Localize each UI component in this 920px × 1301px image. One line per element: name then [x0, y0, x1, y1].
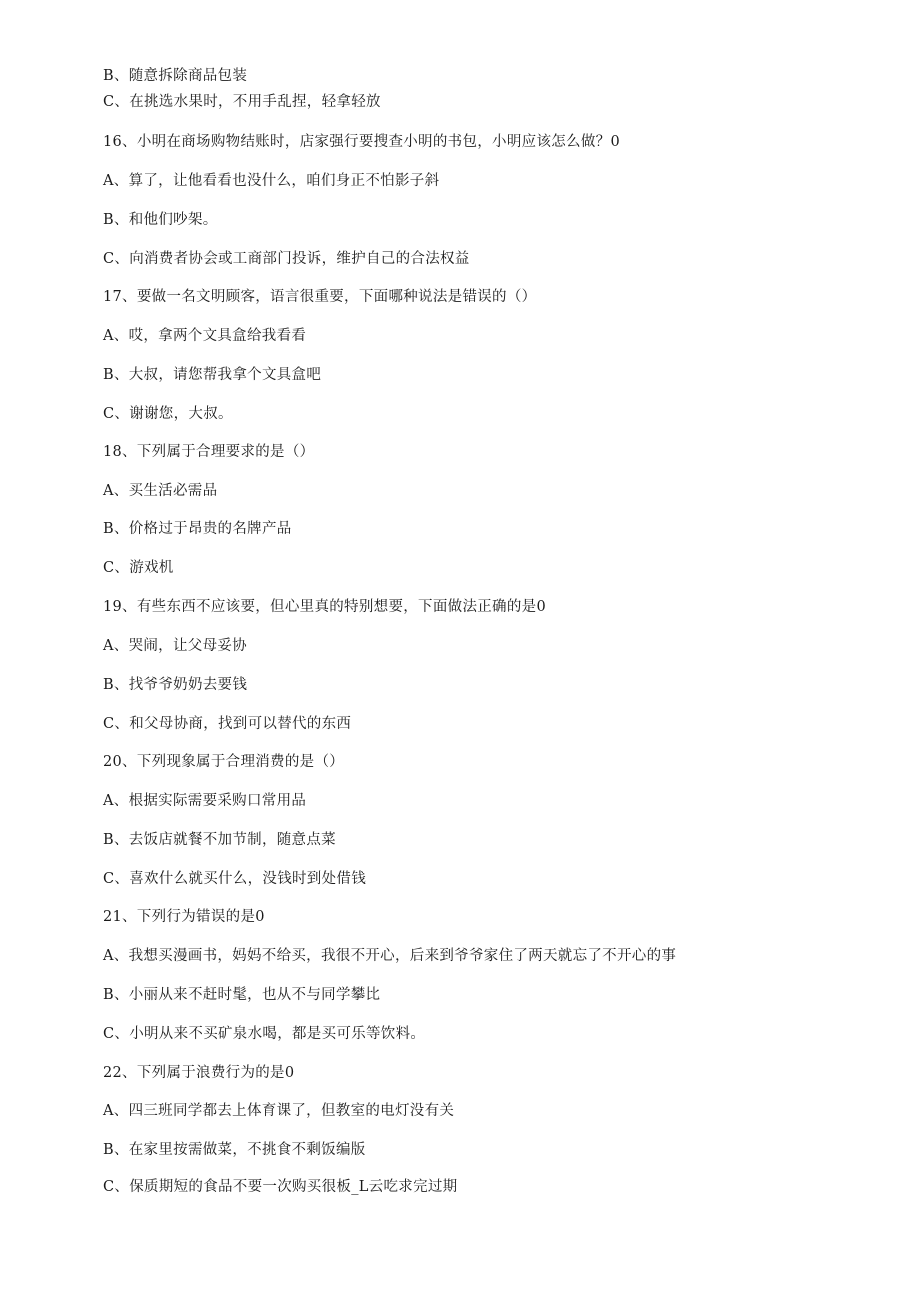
option-15-c: C、在挑选水果时，不用手乱捏，轻拿轻放 — [103, 94, 381, 110]
option-19-c: C、和父母协商，找到可以替代的东西 — [103, 716, 352, 732]
option-17-b: B、大叔，请您帮我拿个文具盒吧 — [103, 367, 322, 383]
option-17-a: A、哎，拿两个文具盒给我看看 — [103, 328, 307, 344]
option-20-b: B、去饭店就餐不加节制，随意点菜 — [103, 832, 336, 848]
question-16: 16、小明在商场购物结账时，店家强行要搜查小明的书包，小明应该怎么做？0 — [103, 134, 620, 150]
question-20: 20、下列现象属于合理消费的是（） — [103, 754, 345, 770]
option-15-b: B、随意拆除商品包装 — [103, 68, 248, 84]
option-19-a: A、哭闹，让父母妥协 — [103, 638, 247, 654]
option-16-b: B、和他们吵架。 — [103, 212, 218, 228]
question-19: 19、有些东西不应该要，但心里真的特别想要，下面做法正确的是0 — [103, 599, 546, 615]
option-21-b: B、小丽从来不赶时髦，也从不与同学攀比 — [103, 987, 381, 1003]
question-21: 21、下列行为错误的是0 — [103, 909, 265, 925]
option-20-c: C、喜欢什么就买什么，没钱时到处借钱 — [103, 871, 366, 887]
option-22-c: C、保质期短的食品不要一次购买很板_L云吃求完过期 — [103, 1179, 458, 1195]
option-19-b: B、找爷爷奶奶去要钱 — [103, 677, 248, 693]
option-18-a: A、买生活必需品 — [103, 483, 218, 499]
option-16-c: C、向消费者协会或工商部门投诉，维护自己的合法权益 — [103, 251, 470, 267]
option-16-a: A、算了，让他看看也没什么，咱们身正不怕影子斜 — [103, 173, 440, 189]
question-22: 22、下列属于浪费行为的是0 — [103, 1065, 295, 1081]
option-21-c: C、小明从来不买矿泉水喝，都是买可乐等饮料。 — [103, 1026, 426, 1042]
option-22-a: A、四三班同学都去上体育课了，但教室的电灯没有关 — [103, 1103, 455, 1119]
option-17-c: C、谢谢您，大叔。 — [103, 406, 233, 422]
option-18-b: B、价格过于昂贵的名牌产品 — [103, 521, 292, 537]
option-22-b: B、在家里按需做菜，不挑食不剩饭编版 — [103, 1142, 366, 1158]
question-17: 17、要做一名文明顾客，语言很重要，下面哪种说法是错误的（） — [103, 289, 537, 305]
option-18-c: C、游戏机 — [103, 560, 174, 576]
option-20-a: A、根据实际需要采购口常用品 — [103, 793, 307, 809]
question-18: 18、下列属于合理要求的是（） — [103, 444, 315, 460]
option-21-a: A、我想买漫画书，妈妈不给买，我很不开心，后来到爷爷家住了两天就忘了不开心的事 — [103, 948, 677, 964]
